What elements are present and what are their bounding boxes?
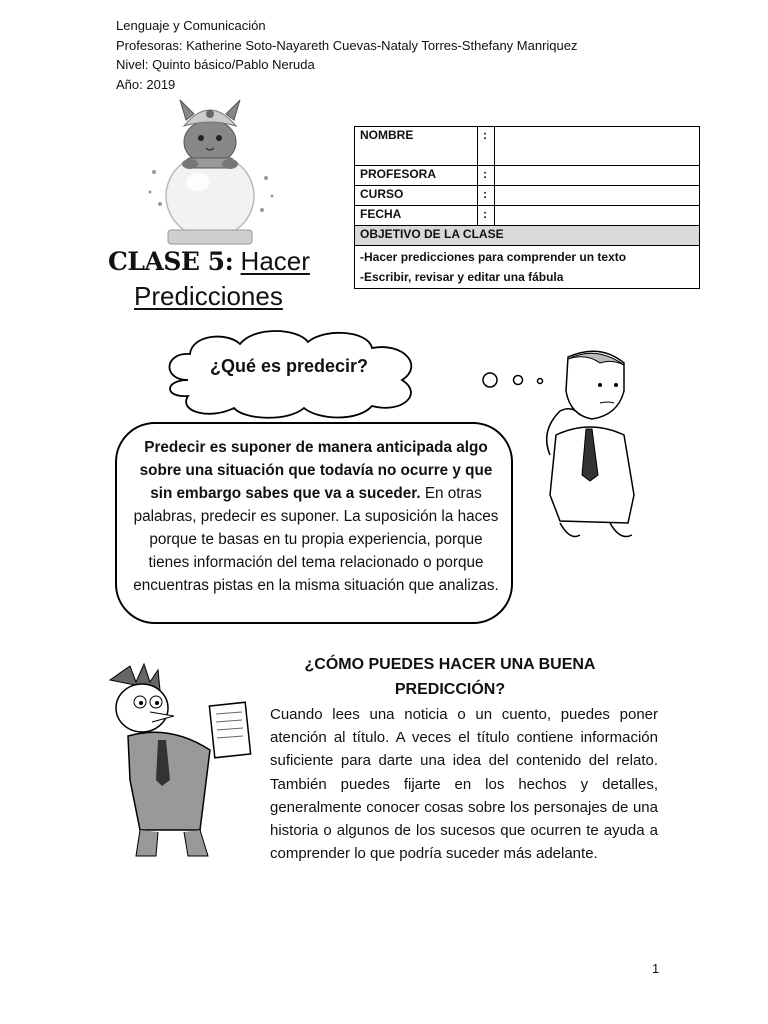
colon: : — [478, 166, 495, 186]
thinking-man-illustration — [520, 345, 650, 545]
header-year: Año: 2019 — [116, 76, 176, 92]
field-profesora[interactable] — [495, 166, 700, 186]
definition-text — [128, 436, 504, 597]
objectives-list — [355, 246, 700, 289]
label-profesora: PROFESORA — [355, 166, 478, 186]
definition-bold: Predecir es suponer de manera anticipada algo sobre una situación que todavía no ocurre y que sin embargo sabes que va a suceder. — [139, 439, 493, 502]
definition-rest: En otras palabras, predecir es suponer. La suposición la haces porque te basas en tu propia experiencia, porque tienes información del tema relacionado o porque encuentras pistas en la misma situación que analizas. — [133, 485, 499, 594]
section2-paragraph: Cuando lees una noticia o un cuento, puedes poner atención al título. A veces el título contiene información suficiente para darte una idea del contenido del relato. También puedes fijarte en los hechos y detalles, generalmente conocer cosas sobre los personajes de una historia o algunos de los sucesos que ocurren te ayuda a comprender lo que podría suceder más adelante. — [270, 706, 658, 863]
objective-heading: OBJETIVO DE LA CLASE — [355, 226, 700, 246]
student-info-table — [354, 126, 700, 289]
fortune-teller-cat-illustration — [140, 92, 280, 248]
header-level: Nivel: Quinto básico/Pablo Neruda — [116, 57, 315, 72]
reading-man-illustration — [100, 660, 260, 860]
field-curso[interactable] — [495, 186, 700, 206]
colon: : — [478, 127, 495, 166]
colon: : — [478, 206, 495, 226]
label-curso: CURSO — [355, 186, 478, 206]
page-number: 1 — [652, 961, 660, 976]
class-title-word2: Predicciones — [134, 281, 283, 311]
class-title-word1: Hacer — [240, 246, 310, 276]
objective-1: -Hacer predicciones para comprender un texto — [360, 250, 627, 264]
section2-heading: ¿CÓMO PUEDES HACER UNA BUENA PREDICCIÓN? — [304, 656, 596, 698]
objective-2: -Escribir, revisar y editar una fábula — [360, 270, 564, 284]
field-nombre[interactable] — [495, 127, 700, 166]
header-teachers: Profesoras: Katherine Soto-Nayareth Cuevas-Nataly Torres-Sthefany Manriquez — [116, 37, 578, 53]
class-number: CLASE 5: — [108, 247, 234, 276]
colon: : — [478, 186, 495, 206]
document-header — [116, 16, 577, 94]
class-title — [108, 244, 328, 313]
label-fecha: FECHA — [355, 206, 478, 226]
thought-question: ¿Qué es predecir? — [209, 356, 369, 376]
field-fecha[interactable] — [495, 206, 700, 226]
label-nombre: NOMBRE — [355, 127, 478, 166]
header-subject: Lenguaje y Comunicación — [116, 18, 266, 33]
